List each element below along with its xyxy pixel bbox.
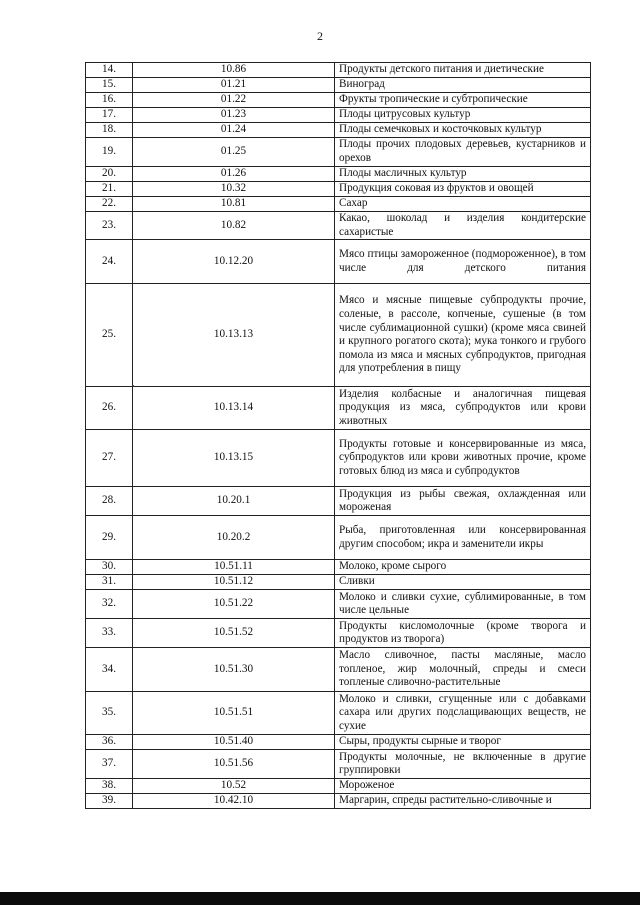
- okpd-code-cell: 01.23: [133, 108, 335, 123]
- product-name-cell: Изделия колбасные и аналогичная пищевая продукция из мяса, субпродуктов или крови животных: [335, 387, 591, 430]
- row-number-cell: 32.: [86, 590, 133, 619]
- okpd-code-cell: 10.86: [133, 63, 335, 78]
- row-number-cell: 20.: [86, 167, 133, 182]
- row-number-cell: 35.: [86, 692, 133, 735]
- okpd-code-cell: 10.32: [133, 182, 335, 197]
- row-number-cell: 38.: [86, 779, 133, 794]
- table-row: [86, 78, 591, 93]
- product-name-cell: Продукты детского питания и диетические: [335, 63, 591, 78]
- page-number: 2: [317, 29, 323, 43]
- okpd-code-cell: 10.13.14: [133, 387, 335, 430]
- product-name-cell: Продукты готовые и консервированные из мяса, субпродуктов или крови животных прочие, кроме готовых блюд из мяса и субпродуктов: [335, 430, 591, 487]
- row-number-cell: 34.: [86, 648, 133, 692]
- product-name-cell: Молоко и сливки, сгущенные или с добавками сахара или других подслащивающих веществ, не сухие: [335, 692, 591, 735]
- product-name-cell: Молоко, кроме сырого: [335, 560, 591, 575]
- table-row: [86, 750, 591, 779]
- okpd-code-cell: 10.51.56: [133, 750, 335, 779]
- row-number-cell: 29.: [86, 516, 133, 560]
- okpd-code-cell: 10.51.40: [133, 735, 335, 750]
- product-name-cell: Масло сливочное, пасты масляные, масло топленое, жир молочный, спреды и смеси топленые сливочно-растительные: [335, 648, 591, 692]
- okpd-code-cell: 10.51.11: [133, 560, 335, 575]
- row-number-cell: 37.: [86, 750, 133, 779]
- okpd-code-cell: 10.52: [133, 779, 335, 794]
- table-row: [86, 590, 591, 619]
- row-number-cell: 30.: [86, 560, 133, 575]
- product-name-cell: Продукция соковая из фруктов и овощей: [335, 182, 591, 197]
- product-name-cell: Фрукты тропические и субтропические: [335, 93, 591, 108]
- product-name-cell: Плоды прочих плодовых деревьев, кустарников и орехов: [335, 138, 591, 167]
- product-name-cell: Мясо птицы замороженное (подмороженное), в том числе для детского питания: [335, 240, 591, 284]
- table-row: [86, 735, 591, 750]
- row-number-cell: 27.: [86, 430, 133, 487]
- table-row: [86, 430, 591, 487]
- table-row: [86, 487, 591, 516]
- table-row: [86, 516, 591, 560]
- row-number-cell: 17.: [86, 108, 133, 123]
- okpd-code-cell: 01.22: [133, 93, 335, 108]
- product-codes-table: [85, 62, 591, 809]
- row-number-cell: 19.: [86, 138, 133, 167]
- row-number-cell: 39.: [86, 794, 133, 809]
- product-name-cell: Молоко и сливки сухие, сублимированные, в том числе цельные: [335, 590, 591, 619]
- product-name-cell: Продукты кисломолочные (кроме творога и продуктов из творога): [335, 619, 591, 648]
- table-row: [86, 167, 591, 182]
- okpd-code-cell: 10.82: [133, 212, 335, 240]
- row-number-cell: 31.: [86, 575, 133, 590]
- scan-bottom-edge: [0, 892, 640, 905]
- product-name-cell: Продукты молочные, не включенные в другие группировки: [335, 750, 591, 779]
- product-name-cell: Мороженое: [335, 779, 591, 794]
- okpd-code-cell: 10.20.2: [133, 516, 335, 560]
- table-row: [86, 619, 591, 648]
- table-row: [86, 108, 591, 123]
- table-row: [86, 240, 591, 284]
- row-number-cell: 36.: [86, 735, 133, 750]
- okpd-code-cell: 10.51.52: [133, 619, 335, 648]
- scan-speck: [132, 385, 134, 387]
- table-row: [86, 138, 591, 167]
- okpd-code-cell: 10.13.15: [133, 430, 335, 487]
- product-name-cell: Виноград: [335, 78, 591, 93]
- table-row: [86, 182, 591, 197]
- product-name-cell: Сахар: [335, 197, 591, 212]
- okpd-code-cell: 10.20.1: [133, 487, 335, 516]
- table-row: [86, 93, 591, 108]
- row-number-cell: 26.: [86, 387, 133, 430]
- row-number-cell: 14.: [86, 63, 133, 78]
- product-name-cell: Продукция из рыбы свежая, охлажденная или мороженая: [335, 487, 591, 516]
- table-row: [86, 575, 591, 590]
- okpd-code-cell: 10.13.13: [133, 284, 335, 387]
- table-row: [86, 197, 591, 212]
- row-number-cell: 28.: [86, 487, 133, 516]
- table-row: [86, 692, 591, 735]
- table-row: [86, 779, 591, 794]
- table-row: [86, 387, 591, 430]
- okpd-code-cell: 10.42.10: [133, 794, 335, 809]
- row-number-cell: 33.: [86, 619, 133, 648]
- okpd-code-cell: 01.25: [133, 138, 335, 167]
- product-name-cell: Плоды семечковых и косточковых культур: [335, 123, 591, 138]
- table-row: [86, 284, 591, 387]
- product-name-cell: Плоды цитрусовых культур: [335, 108, 591, 123]
- row-number-cell: 15.: [86, 78, 133, 93]
- row-number-cell: 25.: [86, 284, 133, 387]
- okpd-code-cell: 01.24: [133, 123, 335, 138]
- table-body: [86, 63, 591, 809]
- row-number-cell: 18.: [86, 123, 133, 138]
- product-name-cell: Какао, шоколад и изделия кондитерские сахаристые: [335, 212, 591, 240]
- product-name-cell: Мясо и мясные пищевые субпродукты прочие, соленые, в рассоле, копченые, сушеные (в том числе сублимационной сушки) (кроме мяса свиней и крупного рогатого скота); мука тонкого и грубого помола из мяса и мясных субпродуктов, пригодная для употребления в пищу: [335, 284, 591, 387]
- row-number-cell: 21.: [86, 182, 133, 197]
- okpd-code-cell: 10.51.22: [133, 590, 335, 619]
- okpd-code-cell: 10.51.51: [133, 692, 335, 735]
- row-number-cell: 16.: [86, 93, 133, 108]
- okpd-code-cell: 10.51.30: [133, 648, 335, 692]
- table-row: [86, 560, 591, 575]
- okpd-code-cell: 10.81: [133, 197, 335, 212]
- okpd-code-cell: 01.21: [133, 78, 335, 93]
- okpd-code-cell: 01.26: [133, 167, 335, 182]
- row-number-cell: 24.: [86, 240, 133, 284]
- product-name-cell: Маргарин, спреды растительно-сливочные и: [335, 794, 591, 809]
- product-name-cell: Сыры, продукты сырные и творог: [335, 735, 591, 750]
- product-name-cell: Рыба, приготовленная или консервированная другим способом; икра и заменители икры: [335, 516, 591, 560]
- product-name-cell: Сливки: [335, 575, 591, 590]
- table-row: [86, 123, 591, 138]
- row-number-cell: 23.: [86, 212, 133, 240]
- table-row: [86, 648, 591, 692]
- table-row: [86, 794, 591, 809]
- table-row: [86, 63, 591, 78]
- table-row: [86, 212, 591, 240]
- product-name-cell: Плоды масличных культур: [335, 167, 591, 182]
- okpd-code-cell: 10.12.20: [133, 240, 335, 284]
- okpd-code-cell: 10.51.12: [133, 575, 335, 590]
- row-number-cell: 22.: [86, 197, 133, 212]
